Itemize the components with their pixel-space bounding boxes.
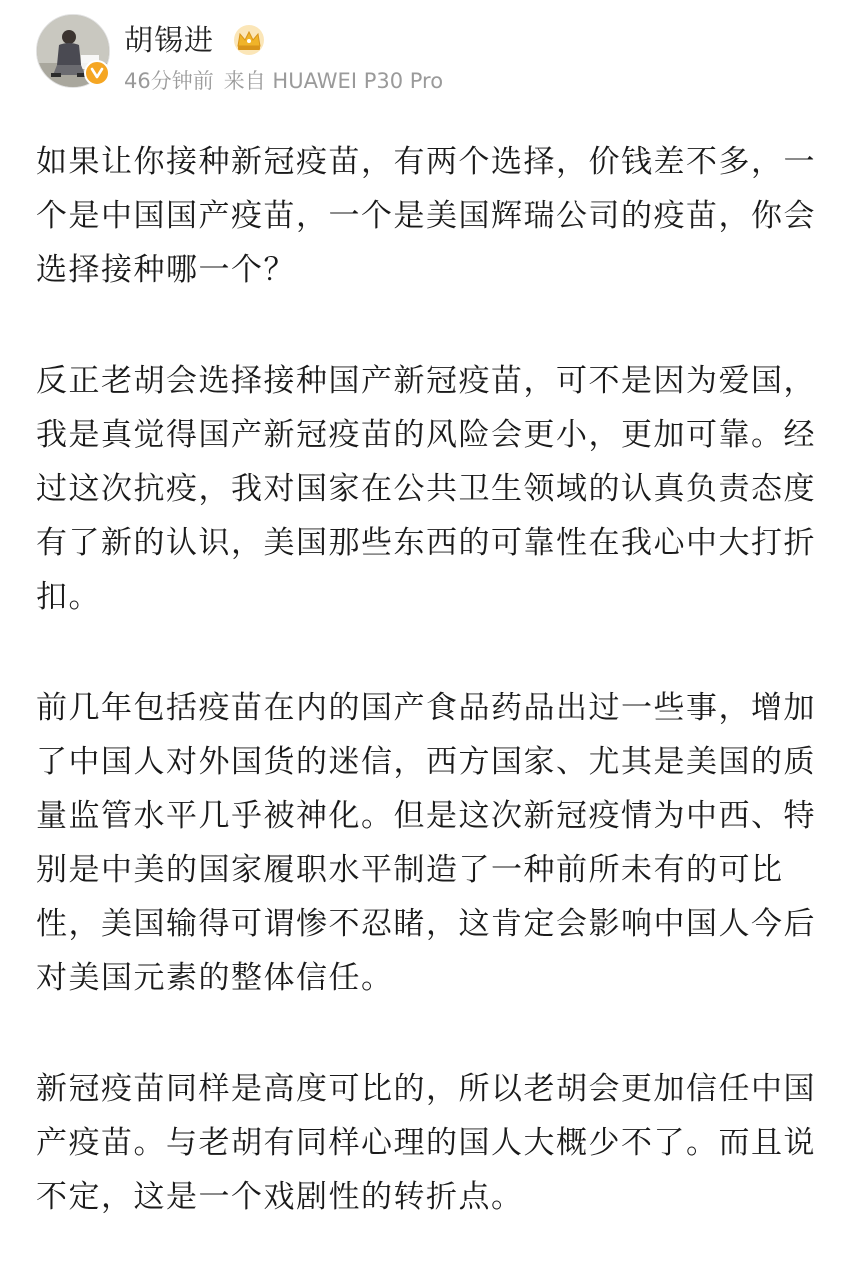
post-source: 来自 HUAWEI P30 Pro: [223, 69, 444, 93]
post-paragraph-3: 前几年包括疫苗在内的国产食品药品出过一些事，增加了中国人对外国货的迷信，西方国家、尤其是美国的质量监管水平几乎被神化。但是这次新冠疫情为中西、特别是中美的国家履职水平制造了一种前所未有的可比性，美国输得可谓惨不忍睹，这肯定会影响中国人今后对美国元素的整体信任。: [36, 690, 816, 996]
post-paragraph-4: 新冠疫苗同样是高度可比的，所以老胡会更加信任中国产疫苗。与老胡有同样心理的国人大概少不了。而且说不定，这是一个戏剧性的转折点。: [36, 1071, 816, 1215]
author-name[interactable]: 胡锡进: [124, 23, 215, 57]
verified-badge-icon: [86, 62, 108, 84]
post-header: [36, 8, 836, 98]
post-meta: [124, 68, 453, 94]
post-paragraph-2: 反正老胡会选择接种国产新冠疫苗，可不是因为爱国，我是真觉得国产新冠疫苗的风险会更小，更加可靠。经过这次抗疫，我对国家在公共卫生领域的认真负责态度有了新的认识，美国那些东西的可靠性在我心中大打折扣。: [36, 363, 816, 615]
post-paragraph-1: 如果让你接种新冠疫苗，有两个选择，价钱差不多，一个是中国国产疫苗，一个是美国辉瑞公司的疫苗，你会选择接种哪一个？: [36, 144, 816, 288]
post-body: [36, 135, 836, 1281]
crown-badge[interactable]: [232, 24, 266, 56]
post-time: 46分钟前: [124, 69, 214, 93]
verified-badge: [84, 60, 110, 86]
crown-icon: [232, 24, 266, 56]
